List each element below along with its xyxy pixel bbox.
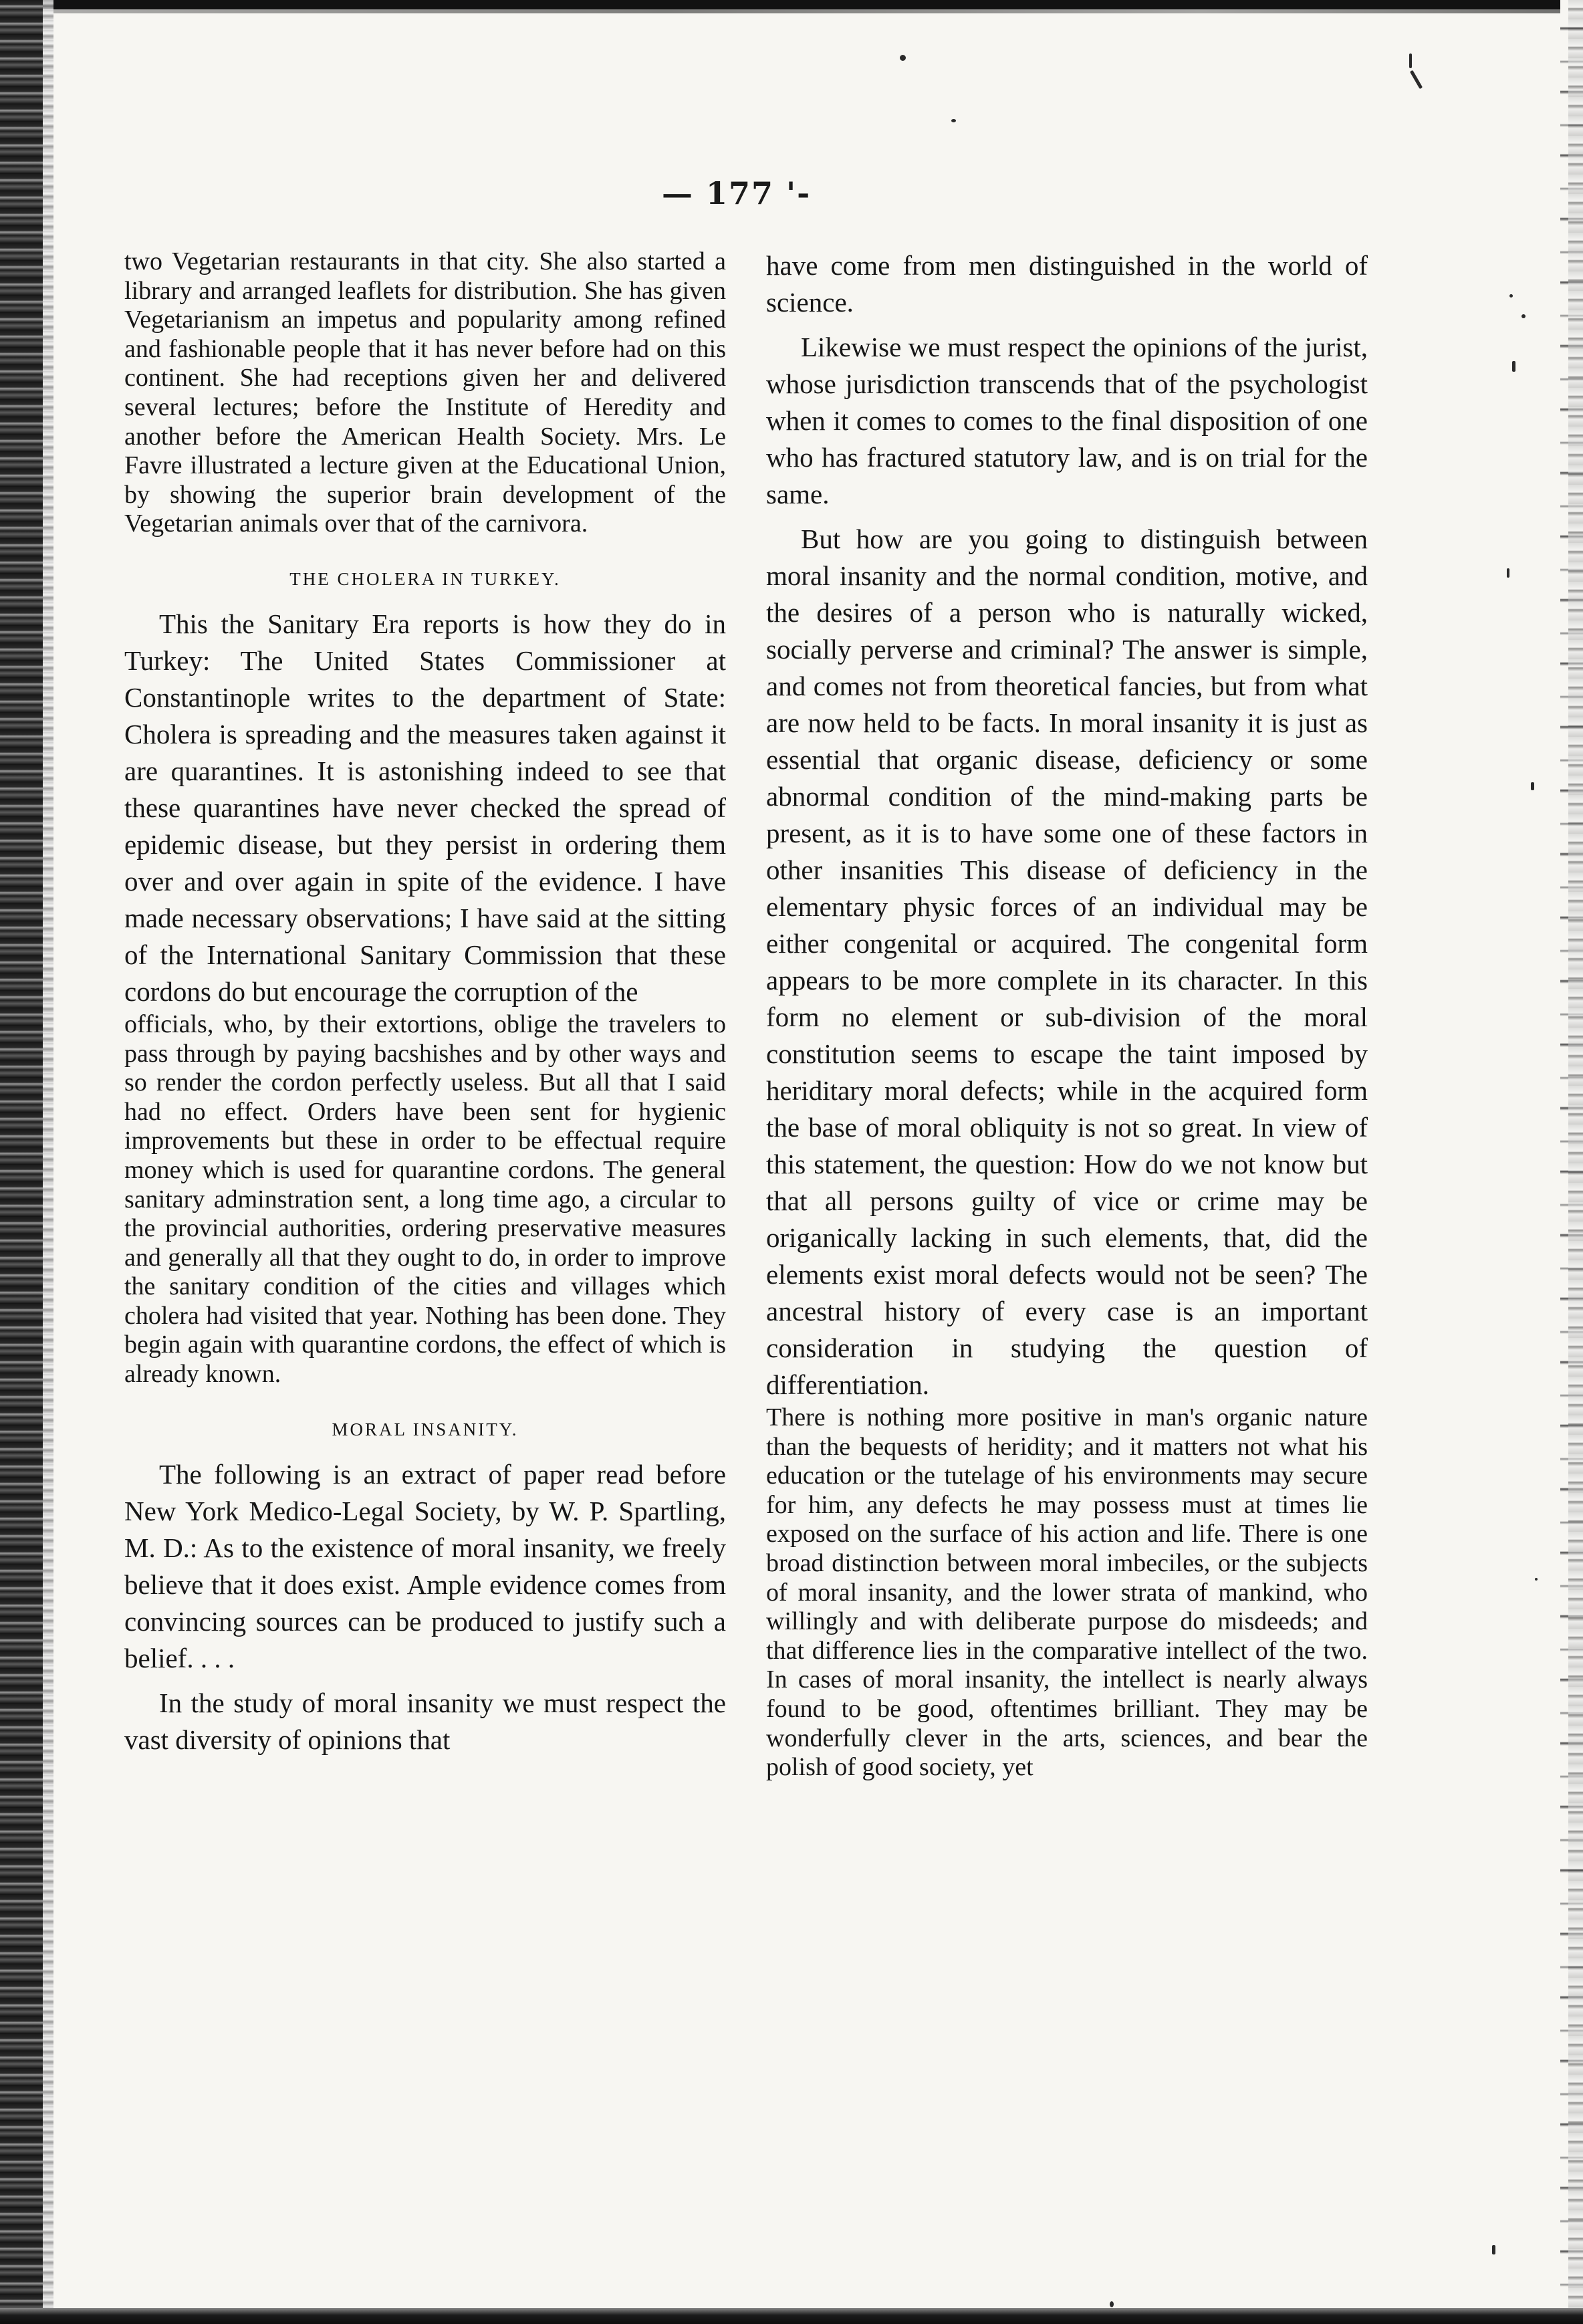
scan-top-shadow — [53, 9, 1583, 13]
vegetarian-paragraph: two Vegetarian restaurants in that city. She also started a library and arranged leaflets for distribution. She has given Vegetarianism an impetus and popularity among refined and fashionable people that it has never before had on this continent. She had receptions given her and delivered several lectures; before the Institute of Heredity and another before the American Health Society. Mrs. Le Favre illustrated a lecture given at the Educational Union, by showing the superior brain development of the Vegetarian animals over that of the carnivora. — [124, 247, 726, 538]
moral-insanity-paragraph: The following is an extract of paper read before New York Medico-Legal Society, by W. P. Spartling, M. D.: As to the existence of moral insanity, we freely believe that it does exist. Ample evidence comes from convincing sources can be produced to justify such a belief. . . . — [124, 1458, 726, 1673]
distinguish-paragraph-large: But how are you going to distinguish between moral insanity and the normal condition, motive, and the desires of a person who is naturally wicked, socially perverse and criminal? The answer is simple, and comes not from theoretical fancies, but from what are now held to be facts. In moral insanity it is just as essential that organic disease, deficiency or some abnormal condition of the mind-making parts be present, as it is to have some one of these factors in other insanities This disease of deficiency in the elementary physic forces of an individual may be either congenital or acquired. The congenital form appears to be more complete in its character. In this form no element or sub-division of the moral constitution seems to escape the taint imposed by heriditary moral defects; while in the acquired form the base of moral obliquity is not so great. In view of this statement, the question: How do we not know but that all persons guilty of vice or crime may be origanically lacking in such elements, that, did the elements exist moral defects would not be seen? The ancestral history of every case is an important consideration in studying the question of differentiation. — [766, 524, 1368, 1400]
left-column — [124, 247, 726, 1758]
scan-speck — [1535, 1578, 1538, 1581]
moral-insanity-heading: MORAL INSANITY. — [332, 1419, 519, 1439]
scan-speck — [1531, 782, 1534, 790]
page-number: — 177 '- — [662, 175, 812, 211]
scan-speck — [1509, 294, 1513, 298]
jurist-paragraph: Likewise we must respect the opinions of the jurist, whose jurisdiction transcends that of the psychologist when it comes to comes to the final disposition of one who has fractured statutory law, and is on trial for the same. — [766, 332, 1368, 509]
scan-speck — [1492, 2245, 1495, 2254]
opinions-paragraph: In the study of moral insanity we must respect the vast diversity of opinions that — [124, 1687, 726, 1755]
scan-right-edge-noise — [1568, 0, 1583, 2324]
scan-speck — [1507, 568, 1509, 578]
paragraph-gap — [124, 1677, 726, 1685]
scan-speck — [951, 119, 956, 122]
scan-top-edge — [0, 0, 1583, 9]
scan-speck — [1512, 361, 1515, 372]
cholera-paragraph-large: This the Sanitary Era reports is how they do in Turkey: The United States Commissioner at Constantinople writes to the department of State: Cholera is spreading and the measures taken against it are quarantines. It is astonishing indeed to see that these quarantines have never checked the spread of epidemic disease, but they persist in ordering them over and over again in spite of the evidence. I have made necessary observations; I have said at the sitting of the International Sanitary Commission that these cordons do but encourage the corruption of the — [124, 608, 726, 1007]
scan-speck — [1521, 314, 1526, 318]
distinguish-paragraph-small: There is nothing more positive in man's organic nature than the bequests of heridity; and it matters not what his education or the tutelage of his environments may secure for him, any defects he may possess must at times lie exposed on the surface of his action and life. There is one broad distinction between moral imbeciles, or the subjects of moral insanity, and the lower strata of mankind, who willingly and with deliberate purpose do misdeeds; and that difference lies in the comparative intellect of the two. In cases of moral insanity, the intellect is nearly always found to be good, oftentimes brilliant. They may be wonderfully clever in the arts, sciences, and bear the polish of good society, yet — [766, 1403, 1368, 1782]
scan-binding-edge — [0, 0, 43, 2324]
scan-binding-shadow — [43, 0, 53, 2324]
scan-speck — [900, 55, 906, 61]
scan-speck — [1110, 2301, 1114, 2307]
science-paragraph: have come from men distinguished in the world of science. — [766, 250, 1368, 318]
scan-speck — [1409, 53, 1412, 68]
right-column — [766, 247, 1368, 1782]
scan-bottom-edge — [0, 2308, 1583, 2324]
cholera-section-heading: THE CHOLERA IN TURKEY. — [289, 568, 561, 589]
paragraph-gap — [766, 321, 1368, 329]
scan-speck — [1410, 70, 1423, 89]
paragraph-gap — [766, 513, 1368, 521]
cholera-paragraph-small: officials, who, by their extortions, oblige the travelers to pass through by paying bacshishes and by other ways and so render the cordon perfectly useless. But all that I said had no effect. Orders have been sent for hygienic improvements but these in order to be effectual require money which is used for quarantine cordons. The general sanitary adminstration sent, a long time ago, a circular to the provincial authorities, ordering preservative measures and generally all that they ought to do, in order to improve the sanitary condition of the cities and villages which cholera had visited that year. Nothing has been done. They begin again with quarantine cordons, the effect of which is already known. — [124, 1010, 726, 1389]
